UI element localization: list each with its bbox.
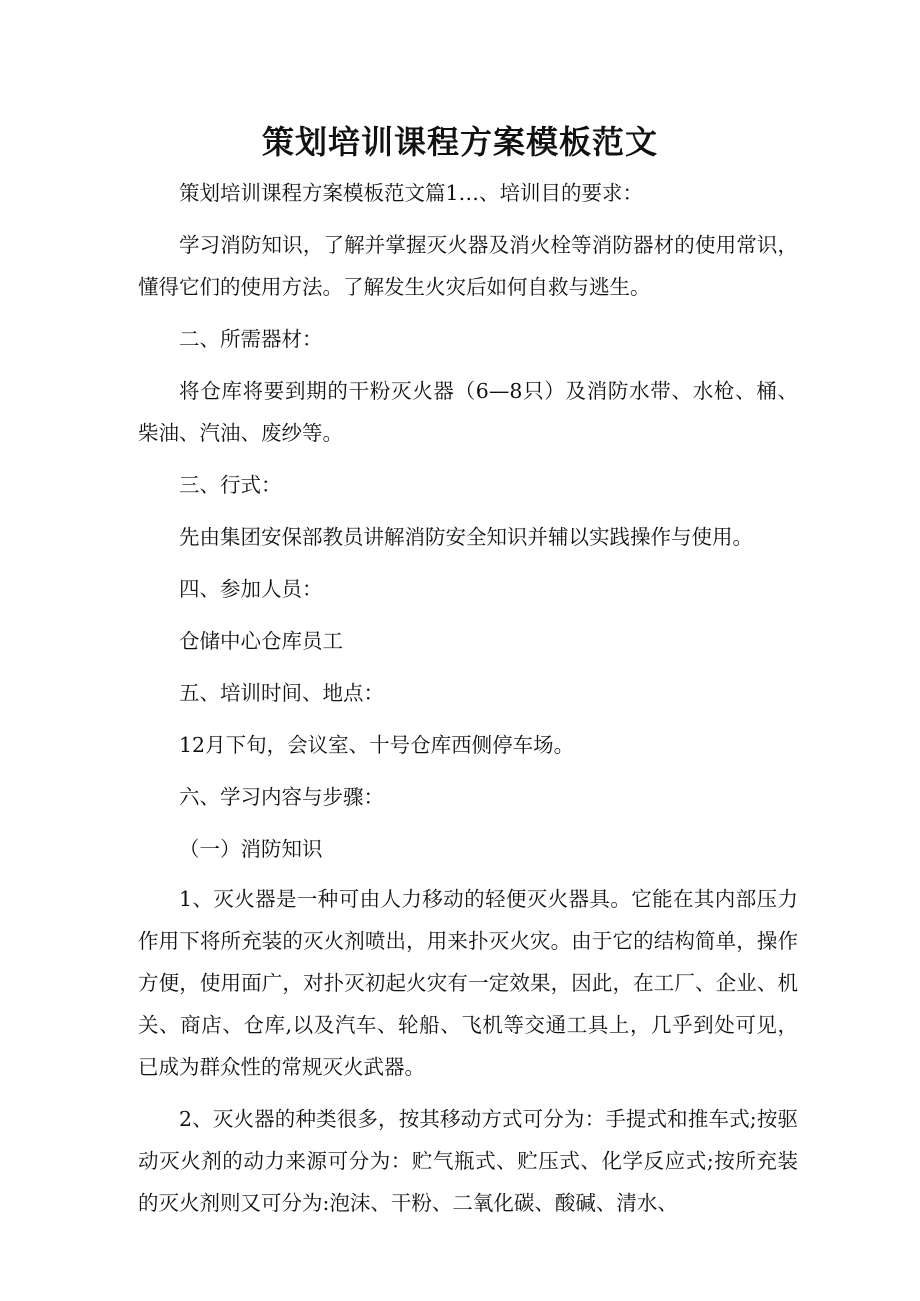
paragraph-training-goal: 学习消防知识，了解并掌握灭火器及消火栓等消防器材的使用常识，懂得它们的使用方法。了解发生火灾后如何自救与逃生。 xyxy=(138,233,798,299)
paragraph-time-place: 12月下旬，会议室、十号仓库西侧停车场。 xyxy=(179,733,575,757)
paragraph-equipment: 将仓库将要到期的干粉灭火器（6—8只）及消防水带、水枪、桶、柴油、汽油、废纱等。 xyxy=(138,379,798,445)
paragraph-intro: 策划培训课程方案模板范文篇1…、培训目的要求： xyxy=(179,181,644,205)
paragraph-extinguisher-intro: 1、灭火器是一种可由人力移动的轻便灭火器具。它能在其内部压力作用下将所充装的灭火剂喷出，用来扑灭火灾。由于它的结构简单，操作方便，使用面广，对扑灭初起火灾有一定效果，因此，在工厂、企业、机关、商店、仓库,以及汽车、轮船、飞机等交通工具上，几乎到处可见，已成为群众性的常规灭火武器。 xyxy=(138,887,798,1079)
paragraph-participants: 仓储中心仓库员工 xyxy=(179,629,343,653)
document-title: 策划培训课程方案模板范文 xyxy=(261,123,658,161)
heading-equipment: 二、所需器材： xyxy=(179,327,323,351)
subheading-fire-knowledge: （一）消防知识 xyxy=(179,837,323,861)
heading-time-place: 五、培训时间、地点： xyxy=(179,681,384,705)
document-body xyxy=(138,172,798,1234)
paragraph-format: 先由集团安保部教员讲解消防安全知识并辅以实践操作与使用。 xyxy=(179,525,753,549)
heading-content-steps: 六、学习内容与步骤： xyxy=(179,785,384,809)
paragraph-extinguisher-types: 2、灭火器的种类很多，按其移动方式可分为：手提式和推车式;按驱动灭火剂的动力来源可分为：贮气瓶式、贮压式、化学反应式;按所充装的灭火剂则又可分为:泡沫、干粉、二氧化碳、酸碱、清水、 xyxy=(138,1107,798,1215)
heading-format: 三、行式： xyxy=(179,473,282,497)
heading-participants: 四、参加人员： xyxy=(179,577,323,601)
